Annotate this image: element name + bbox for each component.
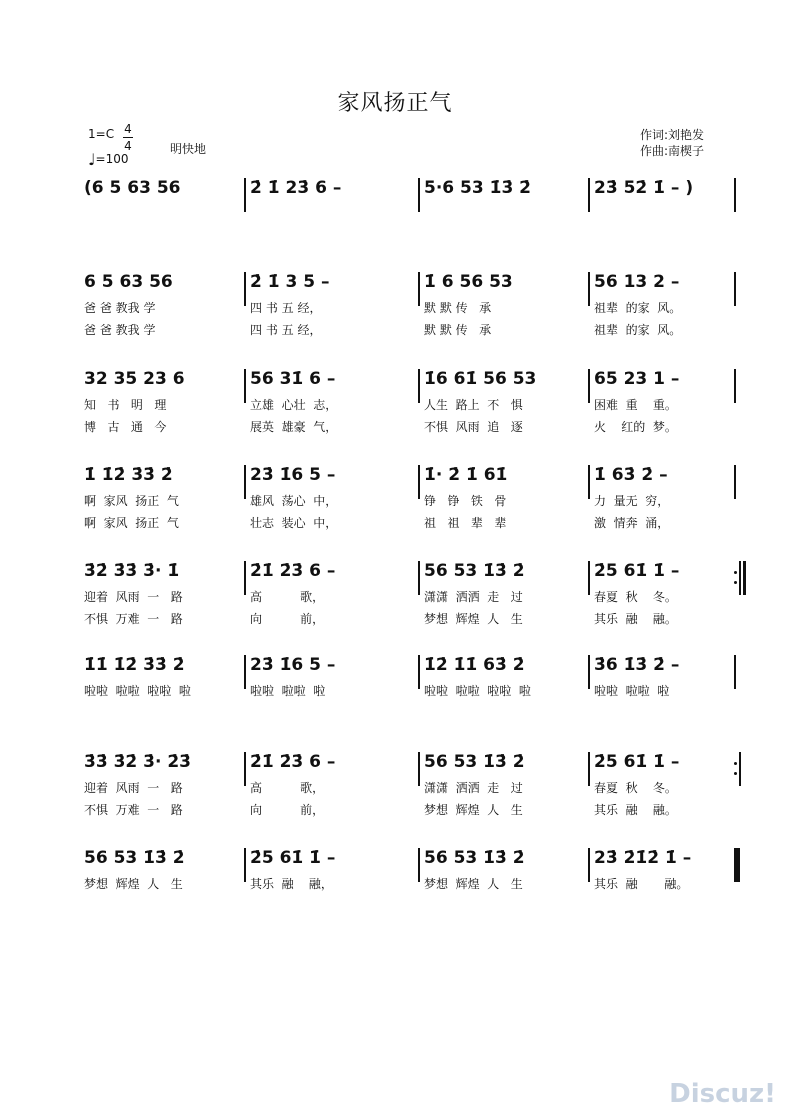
lyric-verse-1: 四 书 五 经，: [250, 301, 322, 315]
lyric-verse-1: 力 量无 穷，: [594, 494, 670, 508]
lyricist: 作词:刘艳发: [640, 128, 705, 142]
quarter-note-icon: ♩: [88, 150, 96, 169]
lyric-verse-1: 铮 铮 铁 骨: [424, 494, 507, 508]
lyric-verse-1: 啦啦 啦啦 啦啦 啦: [424, 684, 531, 698]
lyric-verse-1: 梦想 辉煌 人 生: [84, 877, 183, 891]
lyric-verse-1: 潇潇 洒洒 走 过: [424, 590, 523, 604]
measure-notes: 1̇ 1̇2̇ 3̇3̇ 2̇: [84, 465, 173, 485]
measure-notes: 23̇ 1̇6 5 –: [250, 465, 336, 485]
lyric-verse-1: 爸 爸 教我 学: [84, 301, 156, 315]
measure-notes: 56 31̇ 6 –: [250, 369, 336, 389]
measure: [250, 272, 330, 341]
composer: 作曲:南楔子: [640, 144, 705, 158]
lyric-verse-2: 啊 家风 扬正 气: [84, 516, 179, 530]
lyric-verse-2: [594, 895, 691, 917]
barline: [418, 465, 420, 499]
measure: [424, 848, 525, 917]
measure: [594, 272, 681, 341]
barline: [734, 272, 736, 306]
measure-notes: 56 53 1̇3̇ 2̇: [424, 752, 525, 772]
lyric-verse-1: 祖辈 的家 风。: [594, 301, 682, 315]
measure-notes: 3̇2̇ 3̇3̇ 3̇· 1̇: [84, 561, 180, 581]
barline: [588, 369, 590, 403]
lyric-verse-2: 梦想 辉煌 人 生: [424, 612, 523, 626]
lyric-verse-2: 祖 祖 辈 辈: [424, 516, 507, 530]
lyric-verse-1: 啦啦 啦啦 啦啦 啦: [84, 684, 191, 698]
measure: [250, 465, 337, 534]
lyric-verse-2: 不惧 风雨 追 逐: [424, 420, 523, 434]
lyric-verse-2: [250, 702, 335, 724]
lyric-verse-2: 博 古 通 今: [84, 420, 167, 434]
measure: [84, 465, 179, 534]
measure-notes: (6 5 63 56: [84, 178, 181, 198]
lyric-verse-1: [84, 203, 181, 225]
lyric-verse-2: 默 默 传 承: [424, 323, 492, 337]
measure-notes: 6 5 63 56: [84, 272, 173, 292]
measure: [424, 752, 525, 821]
lyric-verse-1: [594, 203, 693, 225]
measure: [84, 369, 185, 438]
barline: [418, 655, 420, 689]
time-signature-top: 4: [124, 122, 132, 136]
final-barline: [734, 848, 740, 882]
lyric-verse-2: [250, 895, 335, 917]
barline: [588, 272, 590, 306]
lyric-verse-2: 不惧 万难 一 路: [84, 803, 183, 817]
measure-notes: 2̇5 61̇ 1̇ –: [594, 752, 680, 772]
repeat-barline: [734, 752, 746, 786]
credits: [640, 127, 704, 159]
barline: [244, 848, 246, 882]
lyric-verse-1: 啦啦 啦啦 啦: [250, 684, 326, 698]
measure: [424, 655, 531, 724]
barline: [244, 465, 246, 499]
measure-notes: 65 23 1 –: [594, 369, 680, 389]
watermark-logo: Discuz!: [669, 1079, 776, 1109]
barline: [244, 178, 246, 212]
barline: [734, 369, 736, 403]
measure-notes: 1̇1̇ 1̇2̇ 3̇3̇ 2̇: [84, 655, 185, 675]
measure-notes: 1̇· 2̇ 1̇ 61̇: [424, 465, 508, 485]
lyric-verse-2: 其乐 融 融。: [594, 803, 677, 817]
measure-notes: 56 13 2 –: [594, 272, 680, 292]
lyric-verse-1: 高 歌，: [250, 781, 325, 795]
barline: [244, 369, 246, 403]
measure: [250, 752, 335, 821]
measure-notes: 56 53 1̇3̇ 2̇: [84, 848, 185, 868]
measure: [424, 178, 531, 247]
measure-notes: 23̇ 1̇6 5 –: [250, 655, 336, 675]
measure-notes: 2̇5 61̇ 1̇ –: [594, 561, 680, 581]
barline: [588, 465, 590, 499]
measure-notes: 2̇1̇ 2̇3̇ 6 –: [250, 561, 336, 581]
measure: [594, 178, 693, 247]
measure-notes: 32 35 23 6: [84, 369, 185, 389]
barline: [418, 369, 420, 403]
barline: [588, 178, 590, 212]
measure-notes: 56 53 1̇3̇ 2̇: [424, 848, 525, 868]
lyric-verse-2: [424, 702, 531, 724]
lyric-verse-2: 向 前，: [250, 612, 325, 626]
measure: [424, 465, 507, 534]
measure: [594, 369, 679, 438]
measure: [594, 752, 679, 821]
lyric-verse-2: 梦想 辉煌 人 生: [424, 803, 523, 817]
lyric-verse-1: [250, 203, 341, 225]
lyric-verse-2: 展英 雄豪 气，: [250, 420, 338, 434]
barline: [734, 655, 736, 689]
lyric-verse-2: [84, 225, 181, 247]
lyric-verse-2: 火 红的 梦。: [594, 420, 677, 434]
measure: [84, 178, 181, 247]
measure: [250, 369, 337, 438]
measure-notes: 5·6 53 1̇3̇ 2̇: [424, 178, 532, 198]
barline: [418, 848, 420, 882]
barline: [418, 752, 420, 786]
measure-notes: 1̇6 61̇ 56 53: [424, 369, 537, 389]
lyric-verse-1: 春夏 秋 冬。: [594, 781, 677, 795]
lyric-verse-1: 困难 重 重。: [594, 398, 677, 412]
measure-notes: 3̇6 1̇3̇ 2̇ –: [594, 655, 680, 675]
measure: [594, 561, 679, 630]
measure: [84, 655, 191, 724]
measure: [84, 272, 173, 341]
barline: [244, 561, 246, 595]
lyric-verse-2: [594, 225, 693, 247]
lyric-verse-1: 雄风 荡心 中，: [250, 494, 338, 508]
lyric-verse-2: 爸 爸 教我 学: [84, 323, 156, 337]
lyric-verse-1: 人生 路上 不 惧: [424, 398, 523, 412]
barline: [588, 848, 590, 882]
time-signature-bottom: 4: [124, 139, 132, 153]
lyric-verse-2: 不惧 万难 一 路: [84, 612, 183, 626]
measure-notes: 23̇ 2̇1̇2̇ 1̇ –: [594, 848, 692, 868]
measure: [84, 848, 185, 917]
measure-notes: 56 53 1̇3̇ 2̇: [424, 561, 525, 581]
lyric-verse-1: 啊 家风 扬正 气: [84, 494, 179, 508]
lyric-verse-1: 其乐 融 融。: [594, 877, 689, 891]
measure-notes: 2̇5 61̇ 1̇ –: [250, 848, 336, 868]
lyric-verse-1: 啦啦 啦啦 啦: [594, 684, 670, 698]
lyric-verse-2: [424, 225, 531, 247]
lyric-verse-1: 迎着 风雨 一 路: [84, 781, 183, 795]
measure: [594, 848, 691, 917]
measure: [250, 561, 335, 630]
lyric-verse-1: 立雄 心壮 志，: [250, 398, 338, 412]
measure: [594, 465, 669, 534]
lyric-verse-2: 壮志 装心 中，: [250, 516, 338, 530]
lyric-verse-2: [424, 895, 525, 917]
lyric-verse-1: 默 默 传 承: [424, 301, 492, 315]
barline: [418, 178, 420, 212]
barline: [588, 655, 590, 689]
measure: [84, 752, 191, 821]
song-title: 家风扬正气: [337, 91, 453, 116]
measure-notes: 3̇3̇ 3̇2̇ 3̇· 2̇3̇: [84, 752, 192, 772]
measure: [250, 655, 335, 724]
measure: [250, 848, 335, 917]
barline: [588, 561, 590, 595]
measure: [84, 561, 183, 630]
barline: [588, 752, 590, 786]
lyric-verse-2: 向 前，: [250, 803, 325, 817]
measure: [594, 655, 679, 724]
measure: [424, 561, 525, 630]
measure: [424, 369, 536, 438]
repeat-barline: [734, 561, 746, 595]
expression-marking: 明快地: [170, 142, 207, 156]
lyric-verse-2: [84, 702, 191, 724]
lyric-verse-2: 祖辈 的家 风。: [594, 323, 682, 337]
lyric-verse-1: 春夏 秋 冬。: [594, 590, 677, 604]
tempo-marking: [88, 150, 129, 169]
lyric-verse-1: 知 书 明 理: [84, 398, 167, 412]
barline: [418, 272, 420, 306]
lyric-verse-1: 潇潇 洒洒 走 过: [424, 781, 523, 795]
measure-notes: 1̇2̇ 1̇1̇ 63̇ 2̇: [424, 655, 525, 675]
measure-notes: 23̇ 52̇ 1̇ – ): [594, 178, 694, 198]
measure-notes: 2̇ 1̇ 23̇ 6 –: [250, 178, 342, 198]
barline: [734, 465, 736, 499]
lyric-verse-1: 高 歌，: [250, 590, 325, 604]
lyric-verse-1: 其乐 融 融，: [250, 877, 333, 891]
lyric-verse-2: 激 情奔 涌，: [594, 516, 670, 530]
measure-notes: 2̇ 1̇ 3 5 –: [250, 272, 330, 292]
lyric-verse-1: [424, 203, 531, 225]
lyric-verse-2: 其乐 融 融。: [594, 612, 677, 626]
barline: [418, 561, 420, 595]
lyric-verse-2: [594, 702, 679, 724]
lyric-verse-2: 四 书 五 经，: [250, 323, 322, 337]
lyric-verse-2: [84, 895, 185, 917]
lyric-verse-1: 迎着 风雨 一 路: [84, 590, 183, 604]
barline: [244, 272, 246, 306]
barline: [244, 655, 246, 689]
lyric-verse-2: [250, 225, 341, 247]
lyric-verse-1: 梦想 辉煌 人 生: [424, 877, 523, 891]
tempo-value: =100: [95, 152, 129, 166]
barline: [734, 178, 736, 212]
measure-notes: 1̇ 63̇ 2̇ –: [594, 465, 668, 485]
key-signature: 1=C: [88, 127, 115, 141]
barline: [244, 752, 246, 786]
measure: [424, 272, 513, 341]
measure-notes: 2̇1̇ 2̇3̇ 6 –: [250, 752, 336, 772]
measure-notes: 1̇ 6 56 53: [424, 272, 513, 292]
measure: [250, 178, 341, 247]
